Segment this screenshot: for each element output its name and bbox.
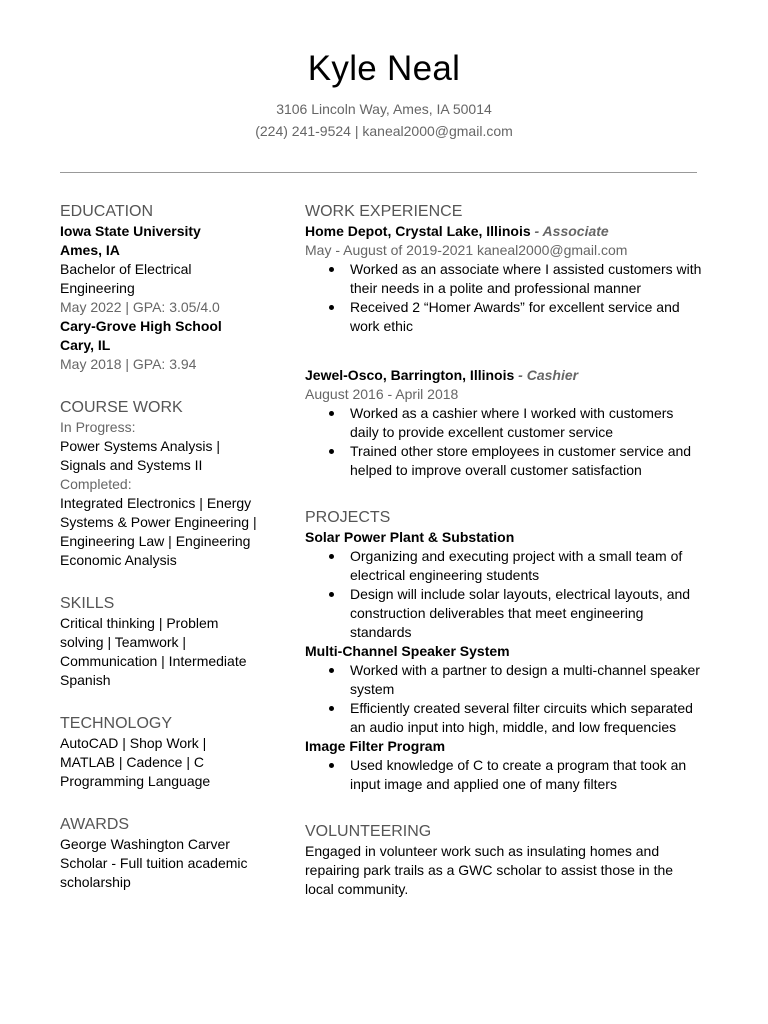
- technology-section: [60, 714, 260, 791]
- job-heading: [305, 222, 705, 241]
- section-title-projects: PROJECTS: [305, 509, 391, 526]
- technology-text: AutoCAD | Shop Work | MATLAB | Cadence | C Programming Language: [60, 735, 211, 789]
- school-location: Cary, IL: [60, 337, 111, 353]
- degree: Bachelor of Electrical Engineering: [60, 261, 192, 296]
- school-name: Iowa State University: [60, 223, 201, 239]
- school-meta: May 2018 | GPA: 3.94: [60, 356, 197, 372]
- job-dates: May - August of 2019-2021 kaneal2000@gmail.com: [305, 242, 628, 258]
- bullet-item: Used knowledge of C to create a program that took an input image and applied one of many filters: [305, 756, 705, 794]
- job-bullets: [305, 260, 705, 336]
- bullet-item: Design will include solar layouts, electrical layouts, and construction deliverables that meet engineering standards: [305, 585, 705, 642]
- awards-text: George Washington Carver Scholar - Full tuition academic scholarship: [60, 836, 248, 890]
- skills-text: Critical thinking | Problem solving | Teamwork | Communication | Intermediate Spanish: [60, 615, 247, 688]
- bullet-item: Worked as an associate where I assisted customers with their needs in a polite and professional manner: [305, 260, 705, 298]
- project-bullets: [305, 661, 705, 737]
- job-entry: [305, 222, 705, 336]
- job-dates: August 2016 - April 2018: [305, 386, 459, 402]
- school-meta: May 2022 | GPA: 3.05/4.0: [60, 299, 220, 315]
- project-name: Multi-Channel Speaker System: [305, 643, 510, 659]
- applicant-name: Kyle Neal: [307, 49, 461, 88]
- education-section: [60, 202, 260, 374]
- right-column: [305, 202, 705, 925]
- resume-header: [0, 48, 768, 142]
- left-column: [60, 202, 260, 918]
- section-title-coursework: COURSE WORK: [60, 399, 183, 416]
- job-role: - Cashier: [514, 367, 579, 383]
- in-progress-courses: Power Systems Analysis | Signals and Systems II: [60, 438, 221, 473]
- projects-section: [305, 508, 705, 794]
- phone-email: (224) 241-9524 | kaneal2000@gmail.com: [255, 123, 513, 139]
- school-name: Cary-Grove High School: [60, 318, 222, 334]
- section-title-education: EDUCATION: [60, 203, 154, 220]
- contact-info: [0, 98, 768, 142]
- project-bullets: [305, 756, 705, 794]
- in-progress-label: In Progress:: [60, 419, 136, 435]
- awards-section: [60, 815, 260, 892]
- completed-label: Completed:: [60, 476, 132, 492]
- address: 3106 Lincoln Way, Ames, IA 50014: [276, 101, 492, 117]
- job-role: - Associate: [530, 223, 609, 239]
- volunteering-section: [305, 822, 705, 899]
- section-title-volunteering: VOLUNTEERING: [305, 823, 432, 840]
- project-bullets: [305, 547, 705, 642]
- job-heading: [305, 366, 705, 385]
- bullet-item: Worked with a partner to design a multi-channel speaker system: [305, 661, 705, 699]
- skills-section: [60, 594, 260, 690]
- bullet-item: Efficiently created several filter circuits which separated an audio input into high, middle, and low frequencies: [305, 699, 705, 737]
- employer: Home Depot, Crystal Lake, Illinois: [305, 223, 531, 239]
- bullet-item: Received 2 “Homer Awards” for excellent service and work ethic: [305, 298, 705, 336]
- coursework-section: [60, 398, 260, 570]
- bullet-item: Worked as a cashier where I worked with customers daily to provide excellent customer service: [305, 404, 705, 442]
- bullet-item: Trained other store employees in customer service and helped to improve overall customer satisfaction: [305, 442, 705, 480]
- header-divider: [60, 172, 697, 173]
- volunteering-text: Engaged in volunteer work such as insulating homes and repairing park trails as a GWC scholar to assist those in the local community.: [305, 843, 674, 897]
- employer: Jewel-Osco, Barrington, Illinois: [305, 367, 515, 383]
- project-name: Solar Power Plant & Substation: [305, 529, 515, 545]
- school-location: Ames, IA: [60, 242, 120, 258]
- project-name: Image Filter Program: [305, 738, 446, 754]
- job-bullets: [305, 404, 705, 480]
- section-title-technology: TECHNOLOGY: [60, 715, 173, 732]
- completed-courses: Integrated Electronics | Energy Systems & Power Engineering | Engineering Law | Engineering Economic Analysis: [60, 495, 257, 568]
- section-title-skills: SKILLS: [60, 595, 115, 612]
- job-entry: [305, 366, 705, 480]
- section-title-awards: AWARDS: [60, 816, 130, 833]
- section-title-work: WORK EXPERIENCE: [305, 203, 463, 220]
- bullet-item: Organizing and executing project with a small team of electrical engineering students: [305, 547, 705, 585]
- work-section: [305, 202, 705, 480]
